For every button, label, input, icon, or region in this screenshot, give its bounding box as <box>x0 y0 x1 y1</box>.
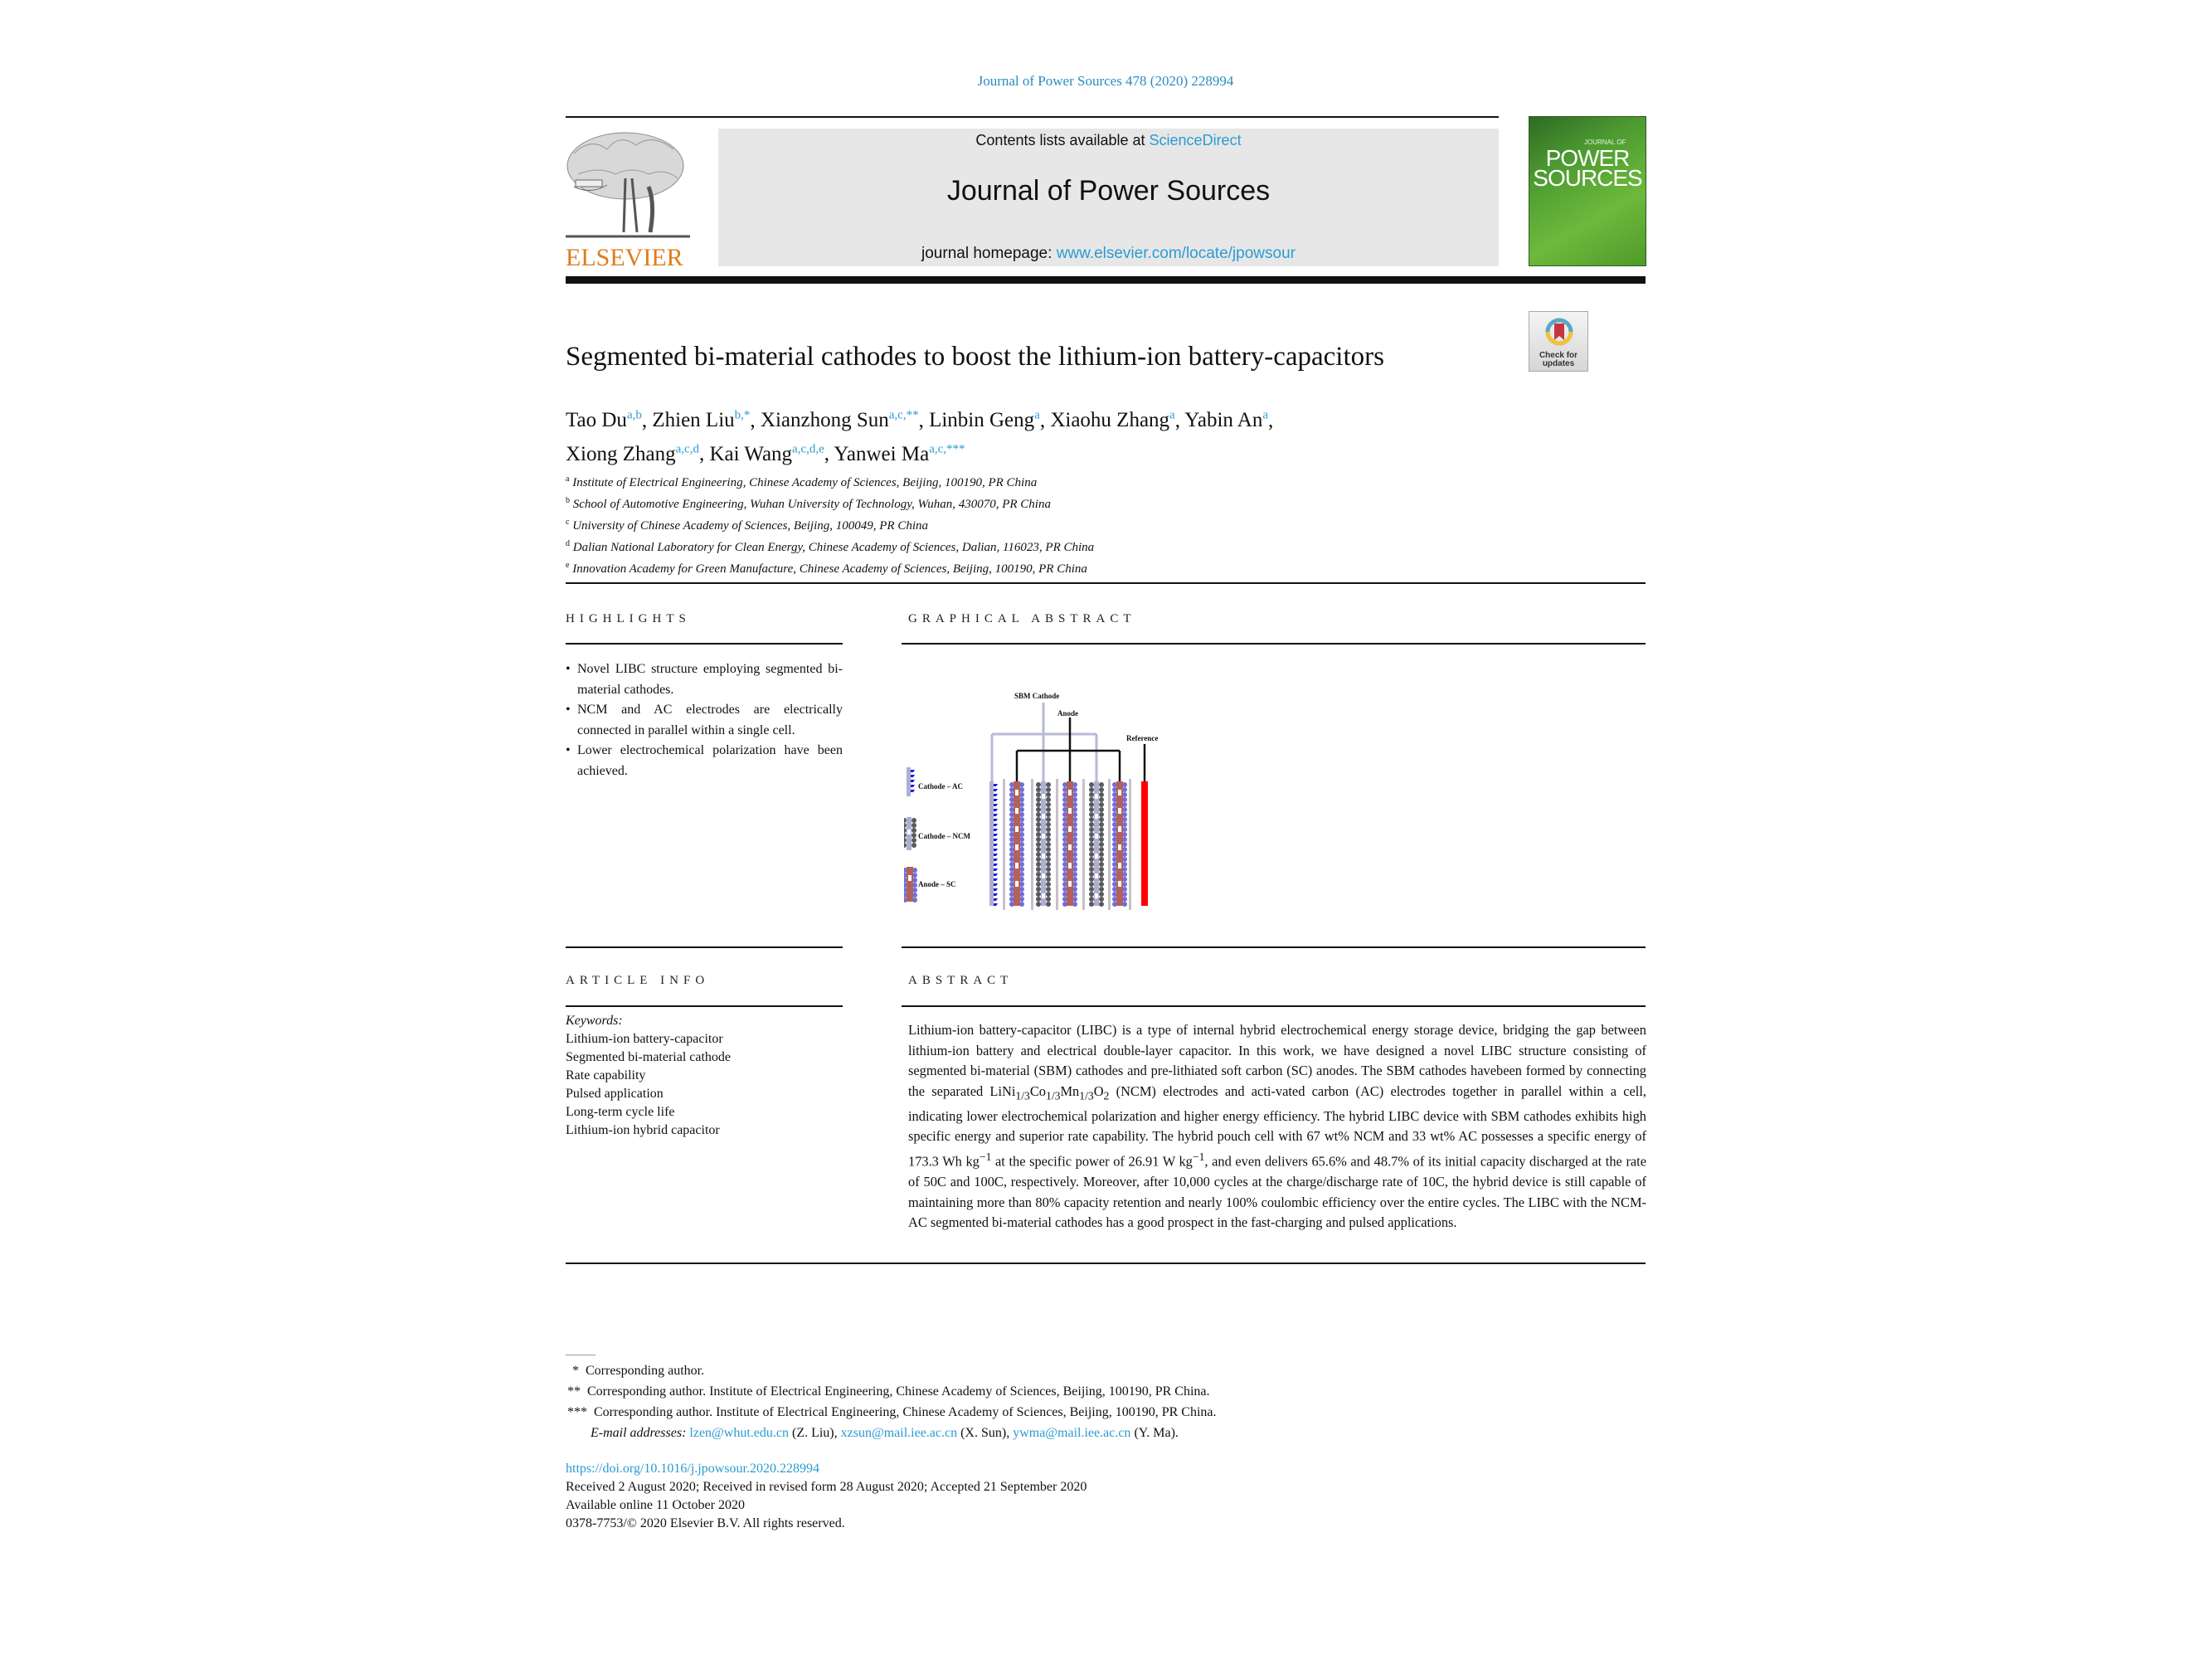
ncm-particle <box>1036 812 1041 817</box>
ac-particle <box>994 804 998 806</box>
sc-window <box>1015 826 1018 832</box>
email-link[interactable]: ywma@mail.iee.ac.cn <box>1013 1426 1131 1440</box>
graphical-abstract-bottom-rule <box>902 946 1646 948</box>
keywords-label: Keywords: <box>566 1014 623 1028</box>
article-title: Segmented bi-material cathodes to boost the lithium-ion battery-capacitors <box>566 342 1384 372</box>
ncm-particle <box>1089 892 1094 897</box>
ncm-particle <box>1089 887 1094 892</box>
ac-particle <box>994 878 998 881</box>
ncm-particle <box>1046 827 1051 832</box>
affiliation: $^b$ School of Automotive Engineering, Wuhan University of Technology, Wuhan, 430070, PR China <box>566 496 1051 511</box>
check-updates-icon <box>1545 317 1573 350</box>
ncm-particle <box>904 818 907 823</box>
ncm-particle <box>1046 842 1051 847</box>
check-for-updates-button[interactable] <box>1529 311 1588 372</box>
ncm-particle <box>1046 897 1051 902</box>
ncm-particle <box>1036 792 1041 797</box>
author[interactable]: Zhien Liu$^{b,*}$ <box>652 409 751 432</box>
affiliation: $^e$ Innovation Academy for Green Manufacture, Chinese Academy of Sciences, Beijing, 100190, PR China <box>566 561 1087 576</box>
sc-window <box>1015 790 1018 795</box>
ncm-particle <box>1046 902 1051 907</box>
ncm-window <box>1042 854 1045 859</box>
sc-anode-core <box>1014 781 1020 906</box>
ncm-particle <box>1036 877 1041 882</box>
ac-particle <box>911 770 915 772</box>
ncm-particle <box>1036 802 1041 807</box>
homepage-link[interactable]: www.elsevier.com/locate/jpowsour <box>1056 245 1296 262</box>
ncm-particle <box>1046 857 1051 862</box>
doi-link[interactable]: https://doi.org/10.1016/j.jpowsour.2020.228994 <box>566 1462 819 1476</box>
ncm-particle <box>1089 867 1094 872</box>
ncm-particle <box>1036 887 1041 892</box>
cover-title <box>1529 145 1646 191</box>
ncm-particle <box>1099 782 1104 787</box>
affiliation: $^c$ University of Chinese Academy of Sciences, Beijing, 100049, PR China <box>566 518 928 533</box>
ac-current-collector <box>989 781 994 906</box>
ncm-particle <box>1046 797 1051 802</box>
highlight-item: • NCM and AC electrodes are electrically connected in parallel within a single cell. <box>566 700 843 741</box>
ncm-particle <box>1089 822 1094 827</box>
separator <box>1003 779 1005 910</box>
ncm-particle <box>1099 862 1104 867</box>
ac-particle <box>994 824 998 826</box>
ncm-particle <box>1046 792 1051 797</box>
ncm-window <box>1095 854 1098 859</box>
ncm-particle <box>1046 807 1051 812</box>
ac-particle <box>911 775 915 777</box>
ncm-particle <box>1036 832 1041 837</box>
ncm-window <box>1042 893 1045 898</box>
graphical-abstract-heading: GRAPHICAL ABSTRACT <box>908 612 1136 625</box>
ncm-particle <box>1046 892 1051 897</box>
ncm-particle <box>912 818 916 823</box>
separator <box>1108 779 1111 910</box>
ncm-particle <box>1089 857 1094 862</box>
ac-particle <box>911 790 915 792</box>
ncm-particle <box>1099 832 1104 837</box>
graphical-abstract-rule <box>902 643 1646 645</box>
ncm-particle <box>1089 792 1094 797</box>
author[interactable]: Tao Du$^{a,b}$ <box>566 409 642 432</box>
anode-wiring <box>1017 718 1120 781</box>
sc-window <box>1068 863 1072 868</box>
ncm-particle <box>1046 787 1051 792</box>
ncm-particle <box>1036 837 1041 842</box>
ncm-particle <box>1099 837 1104 842</box>
ncm-particle <box>1046 812 1051 817</box>
ncm-particle <box>1089 807 1094 812</box>
footnote-corresponding-1: * Corresponding author. <box>572 1364 705 1378</box>
ncm-particle <box>1089 842 1094 847</box>
author-list <box>566 401 1273 469</box>
journal-citation-link[interactable]: Journal of Power Sources 478 (2020) 228994 <box>977 73 1234 89</box>
ac-particle <box>994 893 998 896</box>
ncm-particle <box>1089 797 1094 802</box>
author[interactable]: Kai Wang$^{a,c,d,e}$ <box>709 442 824 465</box>
ncm-particle <box>1046 832 1051 837</box>
separator <box>1129 779 1131 910</box>
ncm-particle <box>1036 857 1041 862</box>
ncm-particle <box>1036 892 1041 897</box>
ac-particle <box>994 784 998 786</box>
author[interactable]: Yanwei $Ma^{a,c,***}$ <box>834 442 965 465</box>
ncm-particle <box>1099 852 1104 857</box>
legend-ncm-label: Cathode – NCM <box>918 832 970 840</box>
journal-cover-image[interactable] <box>1529 116 1646 266</box>
ac-particle <box>994 849 998 851</box>
sc-window <box>1068 844 1072 850</box>
footnote-corresponding-2: ** Corresponding author. Institute of Electrical Engineering, Chinese Academy of Sciences, Beijing, 100190, PR China. <box>567 1384 1210 1399</box>
contents-line <box>718 132 1499 149</box>
ncm-particle <box>1046 817 1051 822</box>
author-line-2: Xiong Zhang$^{a,c,d}$, Kai Wang$^{a,c,d,e}$, Yanwei $Ma^{a,c,***}$ <box>566 442 965 465</box>
ncm-particle <box>1099 887 1104 892</box>
sc-anode-core <box>907 867 913 902</box>
keywords-block <box>566 1012 731 1140</box>
ncm-particle <box>912 823 916 828</box>
ac-particle <box>994 859 998 861</box>
footnote-corresponding-3: *** Corresponding author. Institute of Electrical Engineering, Chinese Academy of Sciences, Beijing, 100190, PR China. <box>567 1405 1217 1419</box>
ncm-particle <box>1036 862 1041 867</box>
ncm-particle <box>1099 817 1104 822</box>
ncm-particle <box>1036 807 1041 812</box>
ac-particle <box>994 898 998 901</box>
ncm-particle <box>1089 862 1094 867</box>
ncm-particle <box>1099 827 1104 832</box>
ncm-particle <box>904 833 907 838</box>
author[interactable]: Xiong Zhang$^{a,c,d}$ <box>566 442 699 465</box>
keyword: Rate capability <box>566 1068 646 1082</box>
sc-anode-core <box>1067 781 1073 906</box>
sc-window <box>1015 808 1018 814</box>
ac-particle <box>994 819 998 821</box>
ac-particle <box>994 888 998 891</box>
footnote-emails: E-mail addresses: lzen@whut.edu.cn (Z. Liu), xzsun@mail.iee.ac.cn (X. Sun), ywma@mail.iee.ac.cn (Y. Ma). <box>591 1426 1179 1440</box>
ncm-particle <box>1036 882 1041 887</box>
ncm-particle <box>1089 872 1094 877</box>
ac-particle <box>994 799 998 801</box>
ncm-particle <box>1099 807 1104 812</box>
sciencedirect-link[interactable]: ScienceDirect <box>1149 132 1242 148</box>
keyword: Long-term cycle life <box>566 1105 675 1119</box>
ncm-particle <box>1089 847 1094 852</box>
abstract-text: Lithium-ion battery-capacitor (LIBC) is a type of internal hybrid electrochemical energy storage device, bridging the gap between lithium-ion battery and electrical double-layer capacitor. In this work, we have designed a novel LIBC structure consisting of segmented bi-material (SBM) cathodes and pre-lithiated soft carbon (SC) anodes. The SBM cathodes havebeen formed by connecting the separated $LiNi_{1/3}Co_{1/3}Mn_{1/3}O_2$ (NCM) electrodes and acti-vated carbon (AC) electrodes together in parallel within a cell, indicating lower electrochemical polarization and higher energy efficiency. The hybrid LIBC device with SBM cathodes exhibits high specific energy and superior rate capability. The hybrid pouch cell with 67 wt% NCM and 33 wt% AC possesses a specific energy of 173.3 Wh $kg^{-1}$ at the specific power of 26.91 W $kg^{-1}$, and even delivers 65.6% and 48.7% of its initial capacity discharged at the rate of 50C and 100C, respectively. Moreover, after 10,000 cycles at the charge/discharge rate of 10C, the hybrid device is still capable of maintaining more than 80% capacity retention and nearly 100% coulombic efficiency over the entire cycles. The LIBC with the NCM-AC segmented bi-material cathodes has a good prospect in the fast-charging and pulsed applications. <box>908 1022 1647 1231</box>
header-top-rule <box>566 116 1499 118</box>
ncm-window <box>1095 893 1098 898</box>
author[interactable]: Linbin Geng$^a$ <box>929 409 1040 432</box>
ncm-particle <box>904 843 907 848</box>
ac-particle <box>994 903 998 906</box>
ncm-particle <box>904 823 907 828</box>
ncm-particle <box>1099 902 1104 907</box>
ncm-particle <box>1036 817 1041 822</box>
highlights-list <box>566 659 843 781</box>
ncm-particle <box>1099 787 1104 792</box>
article-info-rule <box>566 1005 843 1007</box>
affiliation: $^a$ Institute of Electrical Engineering, Chinese Academy of Sciences, Beijing, 100190, PR China <box>566 474 1038 489</box>
ncm-particle <box>1036 902 1041 907</box>
ncm-particle <box>1089 852 1094 857</box>
affiliation: $^d$ Dalian National Laboratory for Clean Energy, Chinese Academy of Sciences, Dalian, 116023, PR China <box>566 539 1095 554</box>
ncm-window <box>1095 834 1098 839</box>
ac-particle <box>994 794 998 796</box>
ncm-particle <box>1099 877 1104 882</box>
ncm-particle <box>1036 872 1041 877</box>
ac-particle <box>994 844 998 846</box>
ac-particle <box>994 873 998 876</box>
ncm-particle <box>912 828 916 833</box>
ac-particle <box>994 854 998 856</box>
cover-journal-of: JOURNAL OF <box>1584 139 1626 146</box>
sc-window <box>1015 844 1018 850</box>
separator <box>1082 779 1085 910</box>
abstract-heading: ABSTRACT <box>908 974 1014 987</box>
ncm-window <box>1042 873 1045 878</box>
sc-window <box>1118 844 1121 850</box>
ncm-particle <box>1046 852 1051 857</box>
ncm-particle <box>1036 897 1041 902</box>
ncm-particle <box>1036 842 1041 847</box>
author[interactable]: Yabin An$^a$ <box>1184 409 1268 432</box>
ncm-particle <box>1089 817 1094 822</box>
ncm-particle <box>1036 797 1041 802</box>
ncm-particle <box>1099 882 1104 887</box>
ncm-particle <box>1099 867 1104 872</box>
ncm-particle <box>1099 792 1104 797</box>
author[interactable]: Xiaohu Zhang$^a$ <box>1050 409 1175 432</box>
sc-window <box>1068 790 1072 795</box>
legend-ac-label: Cathode – AC <box>918 782 964 791</box>
ncm-particle <box>1089 877 1094 882</box>
ncm-particle <box>1089 902 1094 907</box>
ac-particle <box>994 868 998 871</box>
email-link[interactable]: xzsun@mail.iee.ac.cn <box>840 1426 958 1440</box>
sc-window <box>1068 826 1072 832</box>
ncm-particle <box>1036 867 1041 872</box>
ac-particle <box>994 864 998 866</box>
highlight-item: • Lower electrochemical polarization have been achieved. <box>566 741 843 781</box>
ncm-particle <box>1036 787 1041 792</box>
ac-particle <box>911 785 915 787</box>
ac-particle <box>994 883 998 886</box>
ncm-window <box>1042 794 1045 799</box>
cover-power: POWER <box>1545 145 1630 171</box>
ac-particle <box>911 780 915 782</box>
available-online: Available online 11 October 2020 <box>566 1498 745 1512</box>
label-sbm-cathode: SBM Cathode <box>1014 692 1060 700</box>
ncm-window <box>1042 834 1045 839</box>
ncm-window <box>1095 873 1098 878</box>
article-info-heading: ARTICLE INFO <box>566 974 710 987</box>
ac-particle <box>994 809 998 811</box>
ncm-current-collector <box>1041 781 1046 906</box>
ac-particle <box>994 789 998 791</box>
ncm-particle <box>1089 782 1094 787</box>
ncm-particle <box>1046 872 1051 877</box>
ncm-particle <box>1036 822 1041 827</box>
ncm-particle <box>1099 797 1104 802</box>
ncm-particle <box>1046 887 1051 892</box>
author-line-1: Tao Du$^{a,b}$, Zhien Liu$^{b,*}$, Xianzhong Sun$^{a,c,**}$, Linbin Geng$^a$, Xiaohu Zhang$^a$, Yabin An$^a$, <box>566 409 1274 432</box>
contents-prefix: Contents lists available at <box>975 132 1150 148</box>
keyword: Segmented bi-material cathode <box>566 1050 732 1064</box>
ncm-particle <box>1046 882 1051 887</box>
sc-window <box>1015 881 1018 887</box>
ncm-particle <box>1089 812 1094 817</box>
ncm-particle <box>904 838 907 843</box>
ac-particle <box>994 829 998 831</box>
sc-window <box>1015 863 1018 868</box>
ncm-particle <box>1099 892 1104 897</box>
sc-window <box>1118 881 1121 887</box>
abstract-rule <box>902 1005 1646 1007</box>
sc-window <box>1118 808 1121 814</box>
keyword: Lithium-ion battery-capacitor <box>566 1032 723 1046</box>
ncm-particle <box>1089 787 1094 792</box>
ncm-particle <box>1099 872 1104 877</box>
reference-electrode <box>1141 781 1148 906</box>
separator <box>1031 779 1033 910</box>
sc-anode-core <box>1116 781 1123 906</box>
cathode-wiring <box>992 703 1096 781</box>
ncm-particle <box>1099 897 1104 902</box>
sc-window <box>1118 863 1121 868</box>
header-thick-bar <box>566 276 1646 284</box>
keyword: Lithium-ion hybrid capacitor <box>566 1123 720 1137</box>
ncm-particle <box>1089 882 1094 887</box>
ncm-particle <box>1046 837 1051 842</box>
ncm-particle <box>1099 857 1104 862</box>
ncm-particle <box>1046 877 1051 882</box>
ncm-particle <box>1046 802 1051 807</box>
email-link[interactable]: lzen@whut.edu.cn <box>689 1426 789 1440</box>
sc-window <box>1118 790 1121 795</box>
separator <box>1056 779 1058 910</box>
ncm-particle <box>1046 862 1051 867</box>
journal-banner <box>718 129 1499 266</box>
received-dates: Received 2 August 2020; Received in revised form 28 August 2020; Accepted 21 September 2020 <box>566 1480 1087 1494</box>
ncm-particle <box>1046 867 1051 872</box>
sc-window <box>1118 826 1121 832</box>
ncm-particle <box>912 843 916 848</box>
affiliations <box>566 470 1094 578</box>
sc-window <box>1068 881 1072 887</box>
ac-current-collector <box>907 767 911 796</box>
ac-particle <box>994 814 998 816</box>
ncm-particle <box>1089 832 1094 837</box>
ac-particle <box>994 839 998 841</box>
ncm-particle <box>1099 822 1104 827</box>
publication-info <box>566 1460 1087 1533</box>
ncm-particle <box>1046 847 1051 852</box>
ncm-window <box>907 830 911 834</box>
ncm-window <box>1042 814 1045 819</box>
ncm-particle <box>1099 847 1104 852</box>
highlight-item: • Novel LIBC structure employing segmented bi-material cathodes. <box>566 659 843 700</box>
journal-title: Journal of Power Sources <box>946 175 1271 207</box>
copyright: 0378-7753/© 2020 Elsevier B.V. All rights reserved. <box>566 1516 845 1530</box>
check-updates-label: Check for updates <box>1539 351 1578 368</box>
legend-sc-label: Anode – SC <box>918 880 956 888</box>
ncm-particle <box>1089 897 1094 902</box>
keyword: Pulsed application <box>566 1087 664 1101</box>
ncm-particle <box>1046 782 1051 787</box>
abstract-bottom-rule <box>566 1262 1646 1264</box>
ncm-particle <box>904 828 907 833</box>
homepage-prefix: journal homepage: <box>921 245 1057 262</box>
ncm-particle <box>1099 802 1104 807</box>
highlights-bottom-rule <box>566 946 843 948</box>
ncm-particle <box>1089 802 1094 807</box>
ncm-particle <box>1036 782 1041 787</box>
ncm-particle <box>1036 852 1041 857</box>
author[interactable]: Xianzhong Sun$^{a,c,**}$ <box>760 409 919 432</box>
ncm-particle <box>1046 822 1051 827</box>
ncm-particle <box>1089 837 1094 842</box>
ncm-particle <box>912 838 916 843</box>
ncm-particle <box>1099 812 1104 817</box>
ncm-particle <box>1036 847 1041 852</box>
ncm-current-collector <box>1094 781 1099 906</box>
homepage-line <box>718 245 1499 263</box>
elsevier-wordmark: ELSEVIER <box>566 244 683 271</box>
highlights-rule <box>566 643 843 645</box>
ac-particle <box>994 834 998 836</box>
highlights-heading: HIGHLIGHTS <box>566 612 691 625</box>
ncm-particle <box>912 833 916 838</box>
affiliations-divider <box>566 582 1646 584</box>
ncm-window <box>1095 814 1098 819</box>
label-anode: Anode <box>1057 709 1079 718</box>
ncm-particle <box>1036 827 1041 832</box>
label-reference: Reference <box>1126 734 1159 742</box>
sc-window <box>1068 808 1072 814</box>
graphical-abstract-figure[interactable] <box>904 684 1186 921</box>
ncm-window <box>1095 794 1098 799</box>
cover-sources: SOURCES <box>1533 165 1642 191</box>
ncm-particle <box>1099 842 1104 847</box>
ncm-particle <box>1089 827 1094 832</box>
sc-window <box>908 875 912 881</box>
